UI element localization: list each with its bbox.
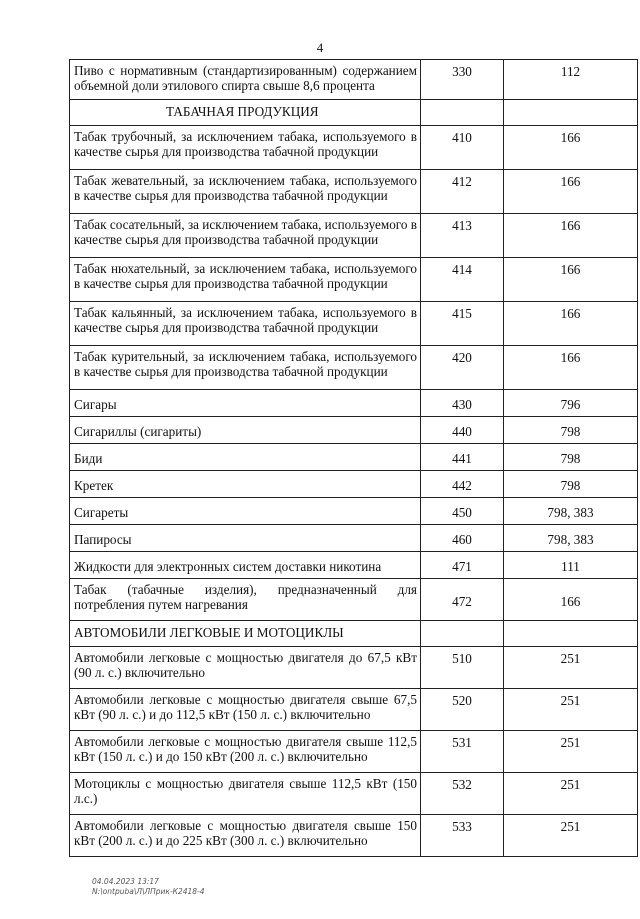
unit-code: 798 (504, 444, 638, 471)
product-name: Табак курительный, за исключением табака, используемого в качестве сырья для производства табачной продукции (70, 346, 421, 390)
table-row (70, 471, 638, 498)
table-row (70, 815, 638, 857)
product-code: 471 (421, 552, 504, 579)
product-code: 510 (421, 647, 504, 689)
table-row (70, 60, 638, 100)
unit-code: 166 (504, 579, 638, 621)
product-code: 532 (421, 773, 504, 815)
unit-code: 251 (504, 689, 638, 731)
unit-code: 251 (504, 647, 638, 689)
product-code: 420 (421, 346, 504, 390)
unit-code: 166 (504, 258, 638, 302)
table-row (70, 525, 638, 552)
unit-code: 166 (504, 302, 638, 346)
product-name: Биди (70, 444, 421, 471)
unit-code: 798, 383 (504, 498, 638, 525)
product-code: 533 (421, 815, 504, 857)
unit-code: 796 (504, 390, 638, 417)
table-row (70, 346, 638, 390)
product-name: Табак нюхательный, за исключением табака, используемого в качестве сырья для производства табачной продукции (70, 258, 421, 302)
product-name: Табак кальянный, за исключением табака, используемого в качестве сырья для производства табачной продукции (70, 302, 421, 346)
product-code: 441 (421, 444, 504, 471)
unit-code: 166 (504, 214, 638, 258)
unit-code: 166 (504, 346, 638, 390)
product-name: Табак сосательный, за исключением табака, используемого в качестве сырья для производства табачной продукции (70, 214, 421, 258)
product-code: 460 (421, 525, 504, 552)
product-code: 415 (421, 302, 504, 346)
product-name: Автомобили легковые с мощностью двигателя свыше 150 кВт (200 л. с.) и до 225 кВт (300 л. с.) включительно (70, 815, 421, 857)
product-code: 410 (421, 126, 504, 170)
excise-code-table (69, 59, 638, 857)
product-code: 330 (421, 60, 504, 100)
section-row-auto (70, 621, 638, 647)
unit-code: 798, 383 (504, 525, 638, 552)
table-row (70, 258, 638, 302)
section-label: ТАБАЧНАЯ ПРОДУКЦИЯ (166, 104, 319, 119)
product-code: 414 (421, 258, 504, 302)
product-name: Табак трубочный, за исключением табака, используемого в качестве сырья для производства табачной продукции (70, 126, 421, 170)
table-row (70, 552, 638, 579)
section-title: АВТОМОБИЛИ ЛЕГКОВЫЕ И МОТОЦИКЛЫ (70, 621, 421, 647)
table-row (70, 444, 638, 471)
product-code: 472 (421, 579, 504, 621)
table-row (70, 773, 638, 815)
unit-code: 798 (504, 471, 638, 498)
product-name: Автомобили легковые с мощностью двигателя свыше 112,5 кВт (150 л. с.) и до 150 кВт (200 л. с.) включительно (70, 731, 421, 773)
product-name: Мотоциклы с мощностью двигателя свыше 112,5 кВт (150 л.с.) (70, 773, 421, 815)
product-code: 442 (421, 471, 504, 498)
table-row (70, 417, 638, 444)
product-code: 450 (421, 498, 504, 525)
section-row-tobacco (70, 100, 638, 126)
file-path: N:\ontpuba\Л\ЛПрик-К2418-4 (92, 887, 205, 896)
unit-code: 111 (504, 552, 638, 579)
table-row (70, 126, 638, 170)
product-name: Сигары (70, 390, 421, 417)
product-name: Сигариллы (сигариты) (70, 417, 421, 444)
unit-code: 112 (504, 60, 638, 100)
product-name: Автомобили легковые с мощностью двигателя свыше 67,5 кВт (90 л. с.) и до 112,5 кВт (150 л. с.) включительно (70, 689, 421, 731)
product-name: Кретек (70, 471, 421, 498)
product-name: Пиво с нормативным (стандартизированным) содержанием объемной доли этилового спирта свыше 8,6 процента (70, 60, 421, 100)
unit-code: 251 (504, 815, 638, 857)
print-footer (92, 877, 205, 897)
product-code: 430 (421, 390, 504, 417)
product-name: Папиросы (70, 525, 421, 552)
unit-code: 166 (504, 170, 638, 214)
table-row (70, 170, 638, 214)
table-row (70, 579, 638, 621)
product-code: 531 (421, 731, 504, 773)
unit-code: 251 (504, 773, 638, 815)
table-row (70, 302, 638, 346)
page-number: 4 (316, 40, 324, 55)
product-code: 520 (421, 689, 504, 731)
table-row (70, 390, 638, 417)
section-title (70, 100, 421, 126)
product-name: Автомобили легковые с мощностью двигателя до 67,5 кВт (90 л. с.) включительно (70, 647, 421, 689)
unit-code: 251 (504, 731, 638, 773)
product-name: Жидкости для электронных систем доставки никотина (70, 552, 421, 579)
product-name: Сигареты (70, 498, 421, 525)
product-code: 440 (421, 417, 504, 444)
unit-code: 798 (504, 417, 638, 444)
table-row (70, 647, 638, 689)
table-row (70, 214, 638, 258)
product-name: Табак жевательный, за исключением табака, используемого в качестве сырья для производства табачной продукции (70, 170, 421, 214)
table-row (70, 689, 638, 731)
unit-code: 166 (504, 126, 638, 170)
product-name: Табак (табачные изделия), предназначенный для потребления путем нагревания (70, 579, 421, 621)
product-code: 413 (421, 214, 504, 258)
product-code: 412 (421, 170, 504, 214)
table-row (70, 498, 638, 525)
table-row (70, 731, 638, 773)
print-timestamp: 04.04.2023 13:17 (92, 877, 159, 886)
